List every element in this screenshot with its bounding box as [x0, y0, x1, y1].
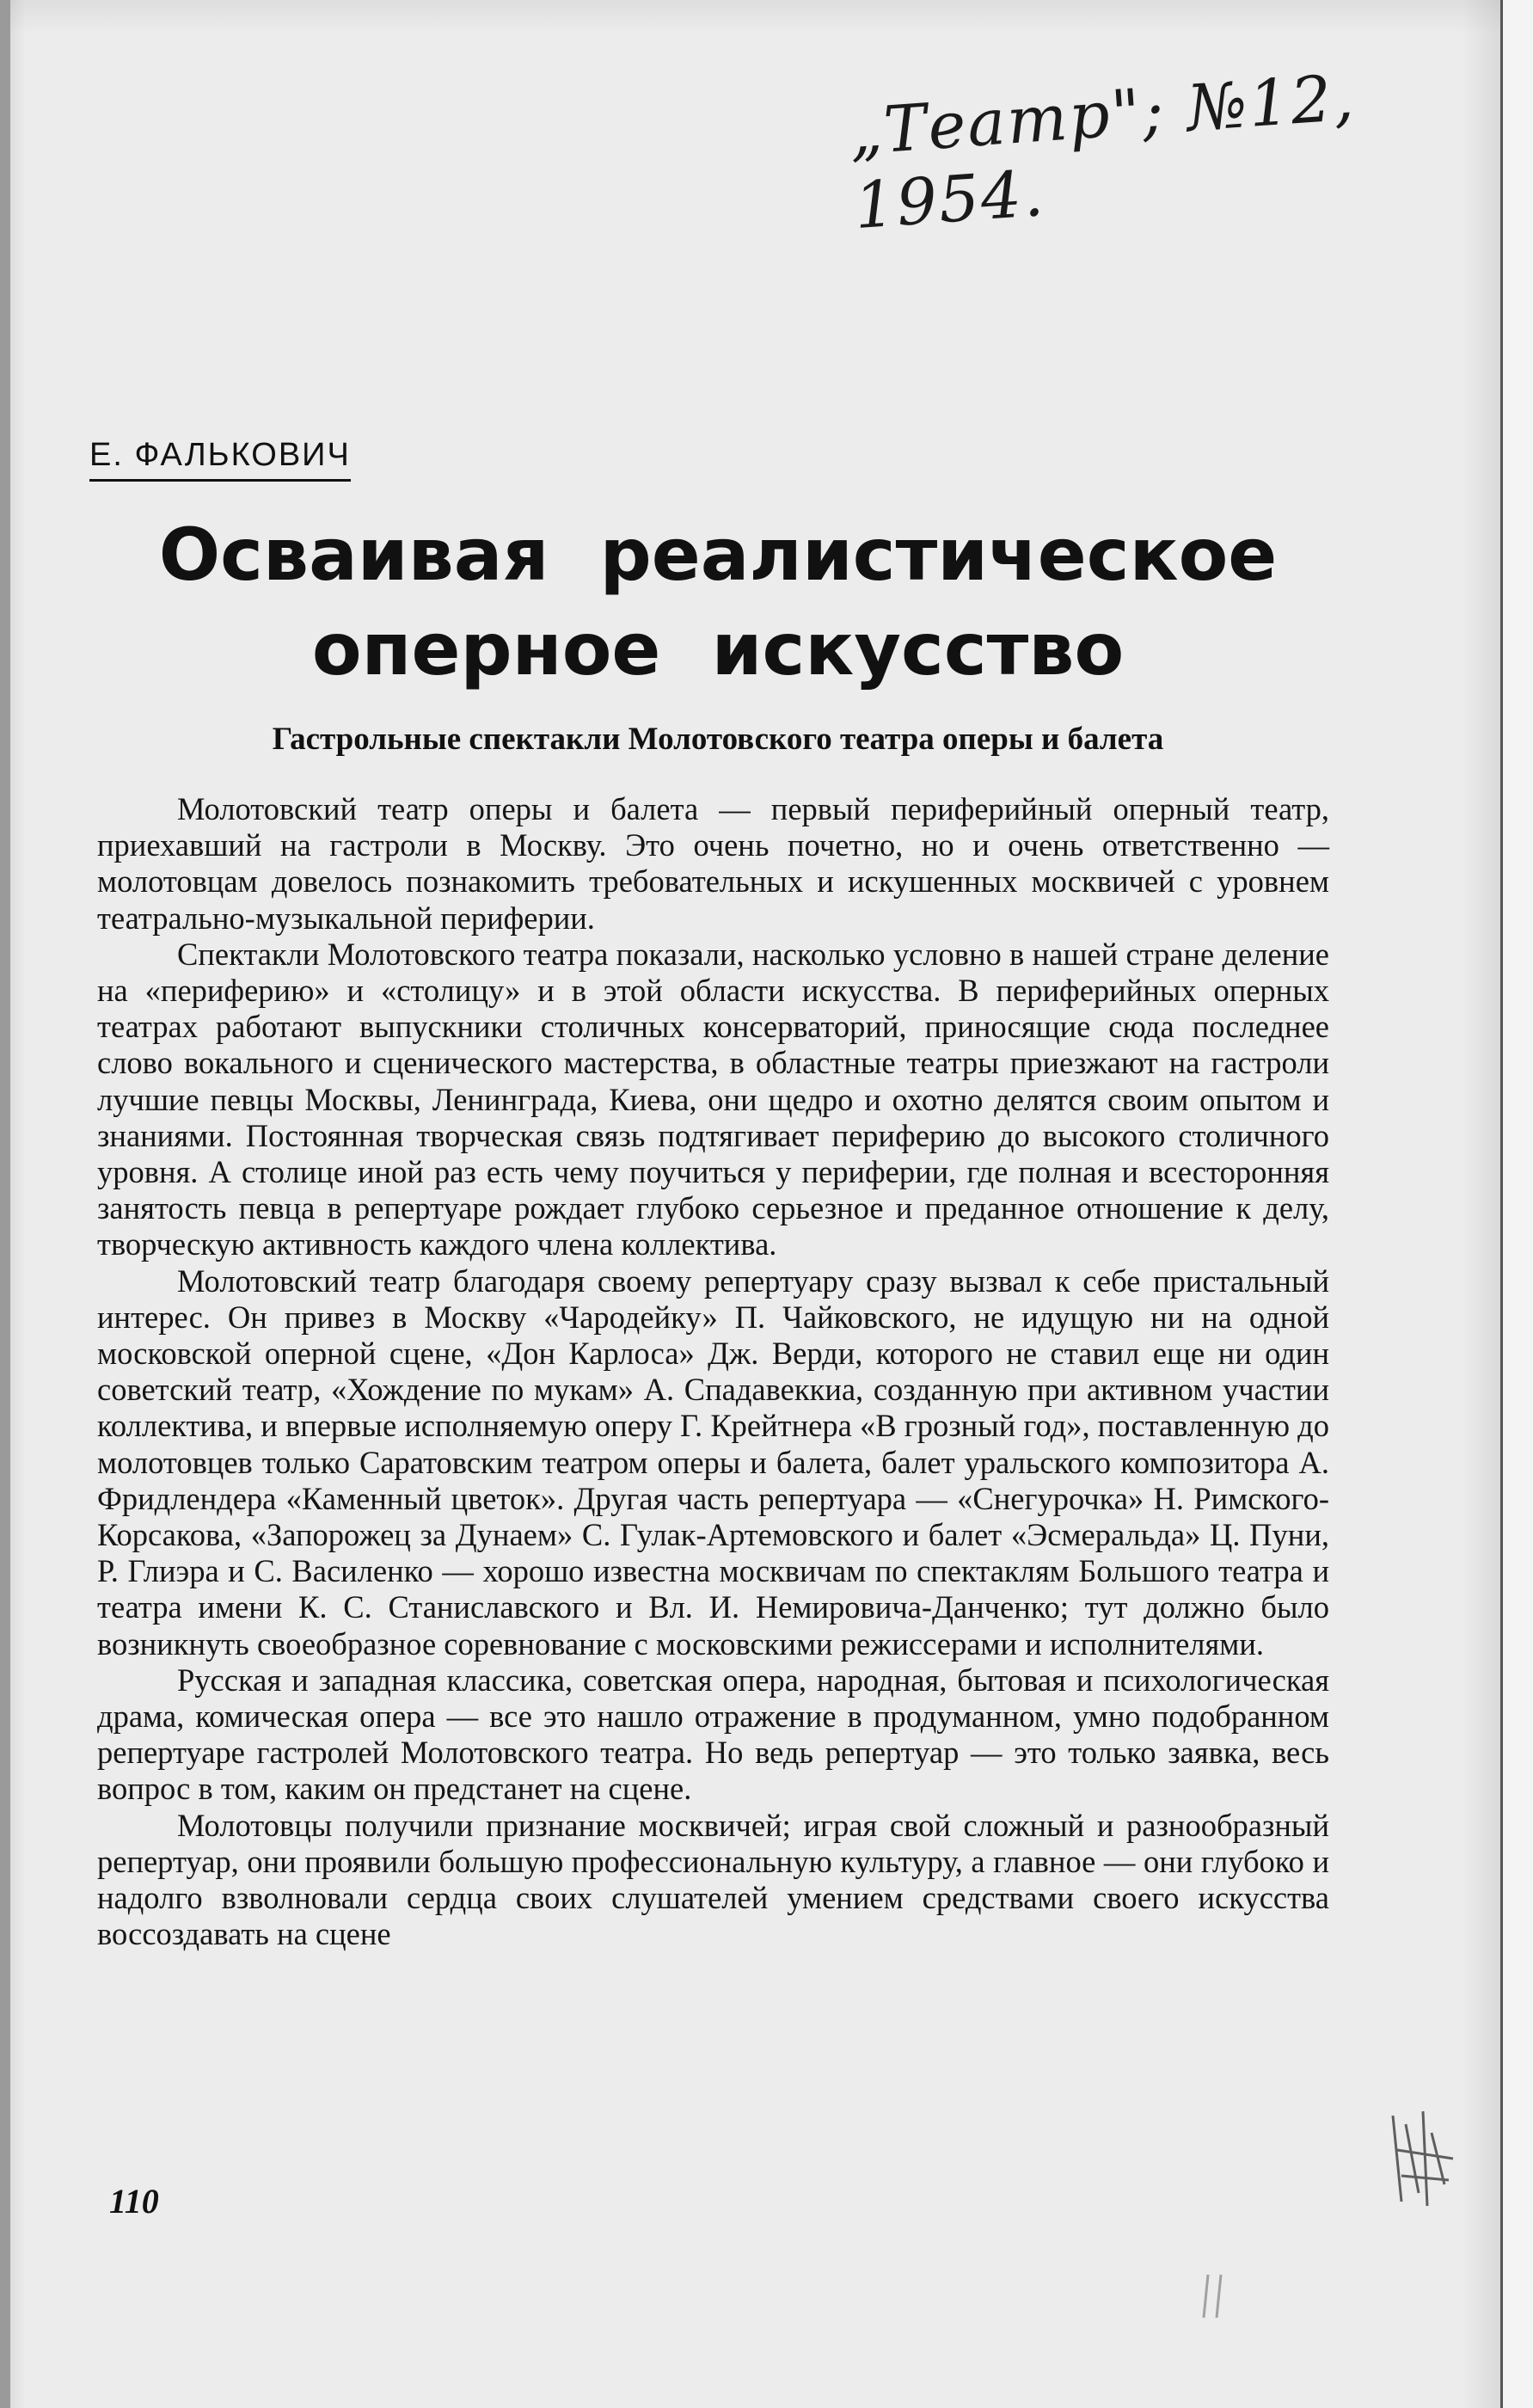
article-subtitle: Гастрольные спектакли Молотовского театра оперы и балета — [272, 722, 1164, 757]
paragraph: Молотовский театр благодаря своему репертуару сразу вызвал к себе пристальный интерес. Он привез в Москву «Чародейку» П. Чайковского, не идущую ни на одной московской оперной сцене, «Дон Карлоса» Дж. Верди, которого не ставил еще ни один советский театр, «Хождение по мукам» А. Спадавеккиа, созданную при активном участии коллектива, и впервые исполняемую оперу Г. Крейтнера «В грозный год», поставленную до молотовцев только Саратовским театром оперы и балета, балет уральского композитора А. Фридлендера «Каменный цветок». Другая часть репертуара — «Снегурочка» Н. Римского-Корсакова, «Запорожец за Дунаем» С. Гулак-Артемовского и балет «Эсмеральда» Ц. Пуни, Р. Глиэра и С. Василенко — хорошо известна москвичам по спектаклям Большого театра и театра имени К. С. Станиславского и Вл. И. Немировича-Данченко; тут должно было возникнуть своеобразное соревнование с московскими режиссерами и исполнителями. — [97, 1262, 1329, 1662]
paragraph: Русская и западная классика, советская опера, народная, бытовая и психологическая драма, комическая опера — все это нашло отражение в продуманном, умно подобранном репертуаре гастролей Молотовского театра. Но ведь репертуар — это только заявка, весь вопрос в том, каким он предстанет на сцене. — [97, 1662, 1329, 1807]
author-name: Е. ФАЛЬКОВИЧ — [89, 437, 351, 482]
article-body — [97, 791, 1329, 1953]
paragraph: Спектакли Молотовского театра показали, насколько условно в нашей стране деление на «периферию» и «столицу» и в этой области искусства. В периферийных оперных театрах работают выпускники столичных консерваторий, приносящие сюда последнее слово вокального и сценического мастерства, в областные театры приезжают на гастроли лучшие певцы Москвы, Ленинграда, Киева, они щедро и охотно делятся своим опытом и знаниями. Постоянная творческая связь подтягивает периферию до высокого столичного уровня. А столице иной раз есть чему поучиться у периферии, где полная и всесторонняя занятость певца в репертуаре рождает глубоко серьезное и преданное отношение к делу, творческую активность каждого члена коллектива. — [97, 936, 1329, 1262]
page-number: 110 — [109, 2182, 159, 2221]
scan-left-edge — [0, 0, 10, 2408]
scan-right-edge — [1500, 0, 1533, 2408]
margin-scribble — [1384, 2098, 1462, 2219]
handwritten-note: „Театр"; №12, 1954. — [846, 60, 1358, 244]
paragraph: Молотовцы получили признание москвичей; играя свой сложный и разнообразный репертуар, они проявили большую профессиональную культуру, а главное — они глубоко и надолго взволновали сердца своих слушателей умением средствами своего искусства воссоздавать на сцене — [97, 1807, 1329, 1952]
margin-mark — [1199, 2270, 1234, 2322]
paragraph: Молотовский театр оперы и балета — первый периферийный оперный театр, приехавший на гастроли в Москву. Это очень почетно, но и очень ответственно — молотовцам довелось познакомить требовательных и искушенных москвичей с уровнем театрально-музыкальной периферии. — [97, 791, 1329, 936]
article-title: Осваивая реалистическое оперное искусство — [158, 513, 1278, 691]
